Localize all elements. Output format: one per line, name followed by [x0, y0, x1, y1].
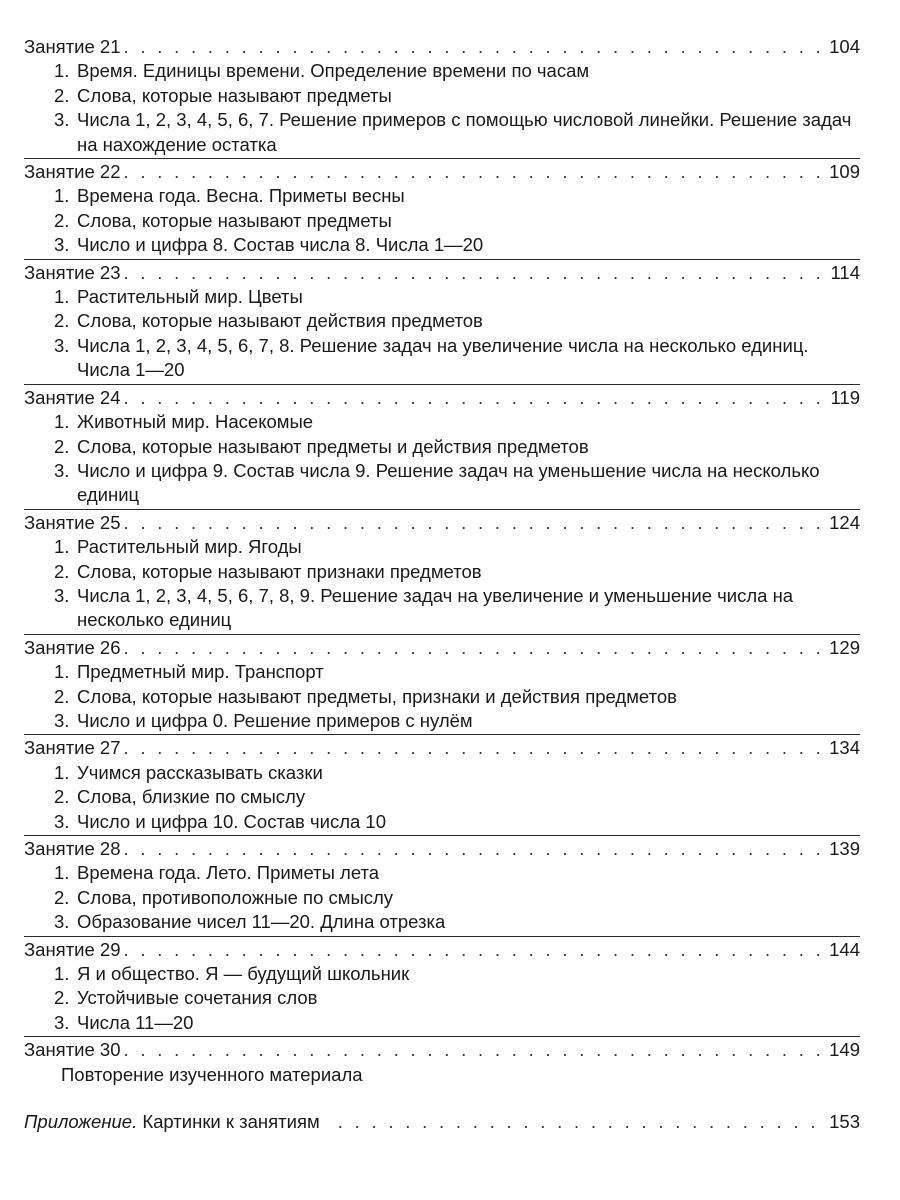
lesson-title: Занятие 25 — [24, 511, 121, 533]
topic-text: Число и цифра 0. Решение примеров с нулём — [77, 709, 473, 731]
topic-text: Времена года. Лето. Приметы лета — [77, 862, 380, 884]
topic-text: Растительный мир. Цветы — [77, 286, 303, 308]
topic-text: Повторение изученного материала — [61, 1063, 363, 1085]
lesson-topic — [47, 709, 860, 733]
dot-leader — [124, 736, 829, 760]
appendix-page-number: 153 — [829, 1111, 860, 1133]
topic-number: 2. — [54, 310, 70, 332]
appendix-title — [24, 1110, 320, 1134]
topic-number: 3. — [54, 810, 70, 832]
lesson-topic — [47, 761, 860, 785]
topic-text: Числа 1, 2, 3, 4, 5, 6, 7, 8, 9. Решение задач на увеличение и уменьшение числа на несколько единиц — [77, 584, 794, 631]
lesson-topic — [47, 285, 860, 309]
topic-text: Число и цифра 8. Состав числа 8. Числа 1—20 — [77, 234, 484, 256]
topic-number: 1. — [54, 411, 70, 433]
topic-text: Числа 1, 2, 3, 4, 5, 6, 7. Решение примеров с помощью числовой линейки. Решение задач на нахождение остатка — [77, 109, 852, 155]
lesson-page-number: 134 — [829, 737, 860, 759]
topic-text: Растительный мир. Ягоды — [77, 536, 302, 558]
lesson-topic — [47, 459, 860, 508]
lesson-heading-row — [24, 511, 860, 535]
topic-number: 3. — [54, 911, 70, 933]
topic-text: Слова, противоположные по смыслу — [77, 886, 394, 908]
lesson-page-number: 124 — [829, 511, 860, 533]
lesson-block — [24, 35, 860, 159]
lesson-topic — [47, 584, 860, 633]
topic-number: 3. — [54, 584, 70, 606]
topic-number: 1. — [54, 963, 70, 985]
topic-text: Образование чисел 11—20. Длина отрезка — [77, 911, 446, 933]
lesson-topic — [47, 233, 860, 257]
lesson-topic — [47, 209, 860, 233]
lesson-topic — [47, 962, 860, 986]
topic-text: Слова, которые называют действия предметов — [77, 310, 483, 332]
lesson-page-number: 144 — [829, 938, 860, 960]
topic-text: Числа 1, 2, 3, 4, 5, 6, 7, 8. Решение задач на увеличение числа на несколько единиц. Числа 1—20 — [77, 334, 809, 381]
appendix-entry — [24, 1110, 860, 1134]
topic-number: 3. — [54, 109, 70, 131]
topic-text: Слова, которые называют предметы — [77, 209, 392, 231]
topic-number: 3. — [54, 459, 70, 481]
dot-leader — [338, 1110, 828, 1134]
lesson-page-number: 109 — [829, 161, 860, 183]
lesson-title: Занятие 27 — [24, 737, 121, 759]
topic-number: 1. — [54, 185, 70, 207]
topic-text: Животный мир. Насекомые — [77, 411, 314, 433]
table-of-contents — [24, 35, 860, 1134]
dot-leader — [124, 938, 829, 962]
lesson-title: Занятие 29 — [24, 938, 121, 960]
topic-text: Число и цифра 9. Состав числа 9. Решение задач на уменьшение числа на несколько единиц — [77, 459, 820, 506]
lesson-topic — [47, 334, 860, 383]
lesson-topic — [47, 84, 860, 108]
lesson-topic — [47, 410, 860, 434]
lesson-block — [24, 1038, 860, 1088]
lesson-page-number: 119 — [830, 386, 860, 408]
lesson-topic — [47, 861, 860, 885]
topic-text: Слова, которые называют предметы, признаки и действия предметов — [77, 685, 677, 707]
lesson-topic — [47, 560, 860, 584]
lesson-title: Занятие 28 — [24, 838, 121, 859]
lesson-topic — [47, 535, 860, 559]
topic-number: 3. — [54, 709, 70, 731]
lesson-title: Занятие 30 — [24, 1039, 121, 1061]
lesson-page-number: 149 — [829, 1039, 860, 1061]
topic-number: 2. — [54, 560, 70, 582]
lesson-block — [24, 160, 860, 260]
topic-text: Учимся рассказывать сказки — [77, 761, 323, 783]
lesson-topic — [47, 435, 860, 459]
topic-number: 2. — [54, 84, 70, 106]
topic-text: Слова, которые называют признаки предметов — [77, 560, 482, 582]
lesson-heading-row — [24, 386, 860, 410]
lesson-block — [24, 736, 860, 836]
topic-number: 1. — [54, 661, 70, 683]
lesson-block — [24, 511, 860, 635]
lesson-heading-row — [24, 736, 860, 760]
topic-number: 3. — [54, 1011, 70, 1033]
topic-text: Слова, которые называют предметы — [77, 84, 392, 106]
dot-leader — [124, 261, 830, 285]
topic-number: 2. — [54, 209, 70, 231]
lesson-heading-row — [24, 261, 860, 285]
lesson-topic — [47, 886, 860, 910]
topic-text: Число и цифра 10. Состав числа 10 — [77, 810, 386, 832]
lesson-heading-row — [24, 636, 860, 660]
lesson-page-number: 104 — [829, 36, 860, 57]
lesson-topic — [47, 986, 860, 1010]
appendix-text: Картинки к занятиям — [137, 1111, 320, 1133]
topic-number: 3. — [54, 234, 70, 256]
lesson-topic — [47, 810, 860, 834]
topic-text: Числа 11—20 — [77, 1011, 194, 1033]
lesson-topic — [47, 309, 860, 333]
lesson-page-number: 139 — [829, 838, 860, 859]
topic-number: 1. — [54, 862, 70, 884]
dot-leader — [124, 837, 829, 861]
topic-number: 2. — [54, 435, 70, 457]
lesson-block — [24, 938, 860, 1038]
lesson-title: Занятие 26 — [24, 636, 121, 658]
topic-text: Время. Единицы времени. Определение времени по часам — [77, 60, 590, 82]
lesson-topic — [47, 685, 860, 709]
topic-text: Я и общество. Я — будущий школьник — [77, 963, 410, 985]
topic-number: 3. — [54, 334, 70, 356]
topic-text: Предметный мир. Транспорт — [77, 661, 324, 683]
lesson-topic — [47, 184, 860, 208]
topic-number: 1. — [54, 761, 70, 783]
lesson-block — [24, 837, 860, 937]
lesson-heading-row — [24, 938, 860, 962]
lesson-topic — [47, 59, 860, 83]
lesson-topic — [47, 910, 860, 934]
topic-number: 2. — [54, 786, 70, 808]
topic-text: Слова, которые называют предметы и действия предметов — [77, 435, 589, 457]
lesson-title: Занятие 21 — [24, 36, 121, 57]
lesson-page-number: 114 — [830, 261, 860, 283]
lesson-topic — [47, 785, 860, 809]
lesson-title: Занятие 23 — [24, 261, 121, 283]
lesson-heading-row — [24, 35, 860, 59]
dot-leader — [124, 386, 830, 410]
lesson-heading-row — [24, 1038, 860, 1062]
topic-number: 2. — [54, 987, 70, 1009]
dot-leader — [124, 1038, 829, 1062]
topic-number: 1. — [54, 536, 70, 558]
lesson-block — [24, 261, 860, 385]
topic-number: 2. — [54, 685, 70, 707]
lesson-page-number: 129 — [829, 636, 860, 658]
appendix-label: Приложение. — [24, 1111, 138, 1133]
dot-leader — [124, 636, 829, 660]
lesson-title: Занятие 24 — [24, 386, 121, 408]
lesson-heading-row — [24, 160, 860, 184]
dot-leader — [124, 511, 829, 535]
lesson-topic — [24, 1063, 860, 1087]
lesson-heading-row — [24, 837, 860, 861]
lesson-topic — [47, 108, 860, 157]
lessons-list — [24, 35, 860, 1088]
topic-number: 1. — [54, 286, 70, 308]
lesson-block — [24, 386, 860, 510]
topic-text: Слова, близкие по смыслу — [77, 786, 306, 808]
dot-leader — [124, 160, 829, 184]
lesson-block — [24, 636, 860, 736]
topic-text: Времена года. Весна. Приметы весны — [77, 185, 405, 207]
topic-text: Устойчивые сочетания слов — [77, 987, 318, 1009]
topic-number: 2. — [54, 886, 70, 908]
lesson-topic — [47, 660, 860, 684]
lesson-title: Занятие 22 — [24, 161, 121, 183]
topic-number: 1. — [54, 60, 70, 82]
lesson-topic — [47, 1011, 860, 1035]
dot-leader — [124, 35, 829, 59]
